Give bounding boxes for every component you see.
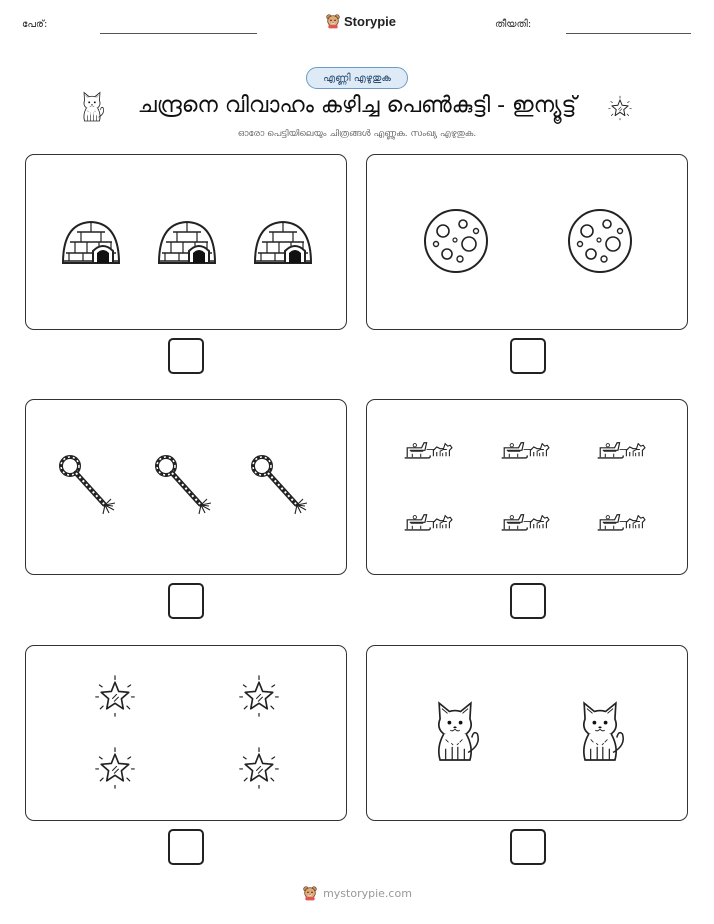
footer-url[interactable]: mystorypie.com bbox=[323, 886, 412, 900]
count-panel-dogs bbox=[366, 645, 688, 821]
dog-sled-icon bbox=[403, 436, 457, 463]
dog-icon bbox=[427, 698, 483, 766]
dog-sled-icon bbox=[500, 508, 554, 535]
name-label: പേര്: bbox=[22, 19, 48, 30]
count-panel-stars bbox=[25, 645, 347, 821]
rope-icon bbox=[153, 454, 217, 518]
activity-badge: എണ്ണി എഴുതുക bbox=[306, 67, 408, 89]
dog-sled-icon bbox=[403, 508, 457, 535]
brand-logo bbox=[325, 12, 396, 30]
count-panel-sleds bbox=[366, 399, 688, 575]
rope-icon bbox=[249, 454, 313, 518]
dog-icon bbox=[572, 698, 628, 766]
rope-icon bbox=[57, 454, 121, 518]
footer bbox=[0, 884, 714, 902]
answer-box-igloos[interactable] bbox=[168, 338, 204, 374]
name-line[interactable] bbox=[100, 33, 257, 34]
star-icon bbox=[93, 674, 137, 718]
answer-box-stars[interactable] bbox=[168, 829, 204, 865]
moon-icon bbox=[566, 207, 634, 275]
count-panel-igloos bbox=[25, 154, 347, 330]
star-icon bbox=[93, 746, 137, 790]
star-icon bbox=[237, 746, 281, 790]
star-icon bbox=[607, 95, 633, 121]
bear-mascot-icon bbox=[325, 12, 341, 30]
star-icon bbox=[237, 674, 281, 718]
answer-box-sleds[interactable] bbox=[510, 583, 546, 619]
count-panel-ropes bbox=[25, 399, 347, 575]
igloo-icon bbox=[251, 217, 315, 267]
moon-icon bbox=[422, 207, 490, 275]
date-label: തീയതി: bbox=[495, 19, 532, 30]
dog-sled-icon bbox=[500, 436, 554, 463]
date-line[interactable] bbox=[566, 33, 691, 34]
igloo-icon bbox=[155, 217, 219, 267]
answer-box-ropes[interactable] bbox=[168, 583, 204, 619]
instruction-text: ഓരോ പെട്ടിയിലെയും ചിത്രങ്ങൾ എണ്ണുക. സംഖ്യ എഴുതുക. bbox=[237, 129, 477, 139]
brand-name: Storypie bbox=[344, 13, 397, 29]
answer-box-dogs[interactable] bbox=[510, 829, 546, 865]
answer-box-moons[interactable] bbox=[510, 338, 546, 374]
dog-sled-icon bbox=[596, 436, 650, 463]
page-title: ചന്ദ്രനെ വിവാഹം കഴിച്ച പെൺകുട്ടി - ഇന്യൂട്ട് bbox=[137, 93, 577, 118]
count-panel-moons bbox=[366, 154, 688, 330]
bear-mascot-icon bbox=[302, 884, 318, 902]
dog-sled-icon bbox=[596, 508, 650, 535]
igloo-icon bbox=[59, 217, 123, 267]
